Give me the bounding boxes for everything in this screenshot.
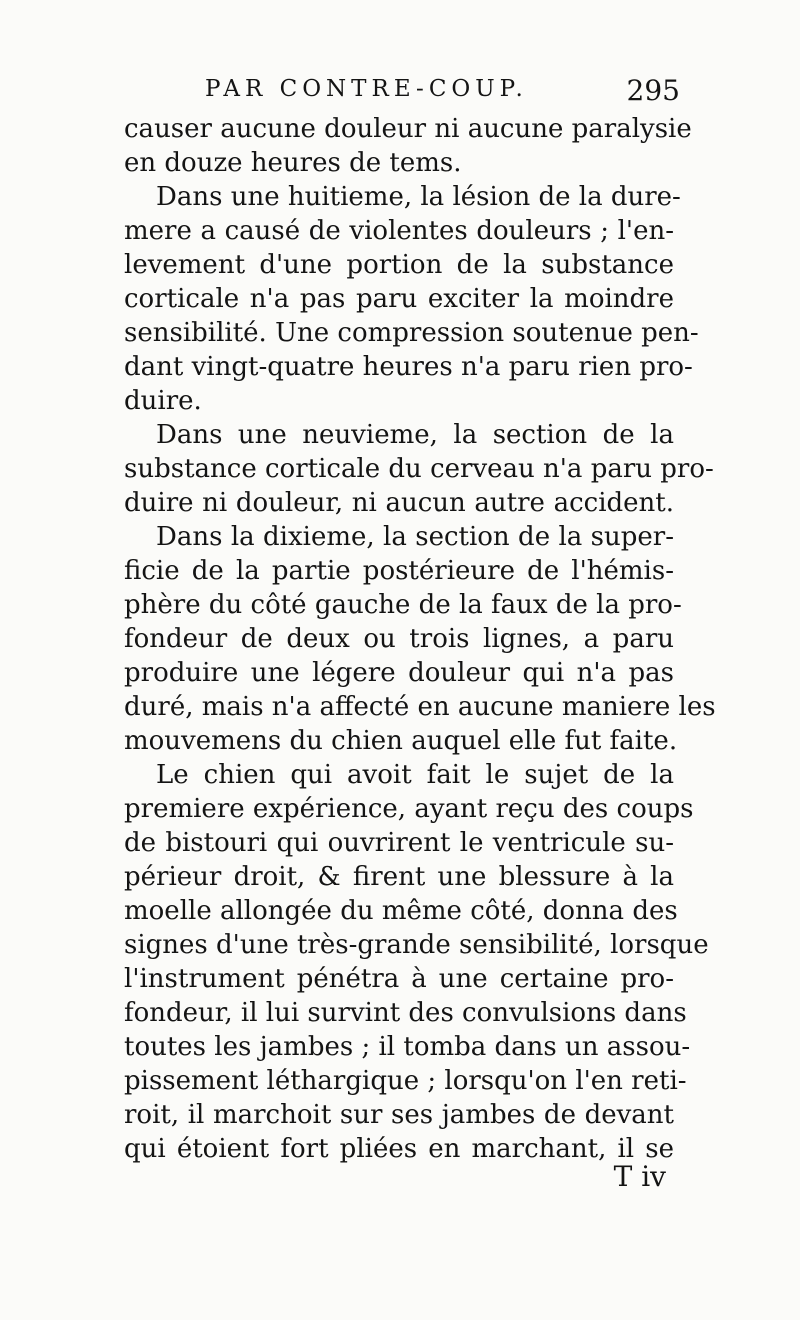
text-line: fondeur de deux ou trois lignes, a paru xyxy=(124,624,674,654)
text-line: ficie de la partie postérieure de l'hémis- xyxy=(124,556,674,586)
text-line: mere a causé de violentes douleurs ; l'en- xyxy=(124,216,674,246)
text-line: substance corticale du cerveau n'a paru pro- xyxy=(124,454,714,484)
text-line: dant vingt-quatre heures n'a paru rien pro- xyxy=(124,352,693,382)
text-line: Dans une huitieme, la lésion de la dure- xyxy=(156,182,681,212)
text-line: signes d'une très-grande sensibilité, lorsque xyxy=(124,930,709,960)
text-line: premiere expérience, ayant reçu des coups xyxy=(124,794,694,824)
body-text xyxy=(124,112,716,1166)
text-line: levement d'une portion de la substance xyxy=(124,250,674,280)
text-line: Dans une neuvieme, la section de la xyxy=(156,420,674,450)
catchword-signature: T iv xyxy=(613,1160,666,1193)
text-line: l'instrument pénétra à une certaine pro- xyxy=(124,964,674,994)
page-header xyxy=(120,76,680,116)
text-line: fondeur, il lui survint des convulsions dans xyxy=(124,998,687,1028)
text-line: périeur droit, & firent une blessure à la xyxy=(124,862,674,892)
text-line: de bistouri qui ouvrirent le ventricule su- xyxy=(124,828,674,858)
text-line: en douze heures de tems. xyxy=(124,148,462,178)
text-line: Dans la dixieme, la section de la super- xyxy=(156,522,674,552)
text-line: pissement léthargique ; lorsqu'on l'en reti- xyxy=(124,1066,687,1096)
text-line: sensibilité. Une compression soutenue pen- xyxy=(124,318,699,348)
text-line: toutes les jambes ; il tomba dans un assou- xyxy=(124,1032,691,1062)
text-line: duire. xyxy=(124,386,202,416)
text-line: mouvemens du chien auquel elle fut faite. xyxy=(124,726,678,756)
text-line: moelle allongée du même côté, donna des xyxy=(124,896,678,926)
text-line: qui étoient fort pliées en marchant, il se xyxy=(124,1134,674,1164)
text-line: causer aucune douleur ni aucune paralysie xyxy=(124,114,692,144)
text-line: produire une légere douleur qui n'a pas xyxy=(124,658,674,688)
text-line: corticale n'a pas paru exciter la moindre xyxy=(124,284,674,314)
page-number: 295 xyxy=(626,74,680,107)
text-line: roit, il marchoit sur ses jambes de devant xyxy=(124,1100,674,1130)
text-line: duré, mais n'a affecté en aucune maniere les xyxy=(124,692,716,722)
running-title: PAR CONTRE-COUP. xyxy=(205,76,528,102)
text-line: phère du côté gauche de la faux de la pro- xyxy=(124,590,682,620)
text-line: Le chien qui avoit fait le sujet de la xyxy=(156,760,674,790)
text-line: duire ni douleur, ni aucun autre accident. xyxy=(124,488,674,518)
